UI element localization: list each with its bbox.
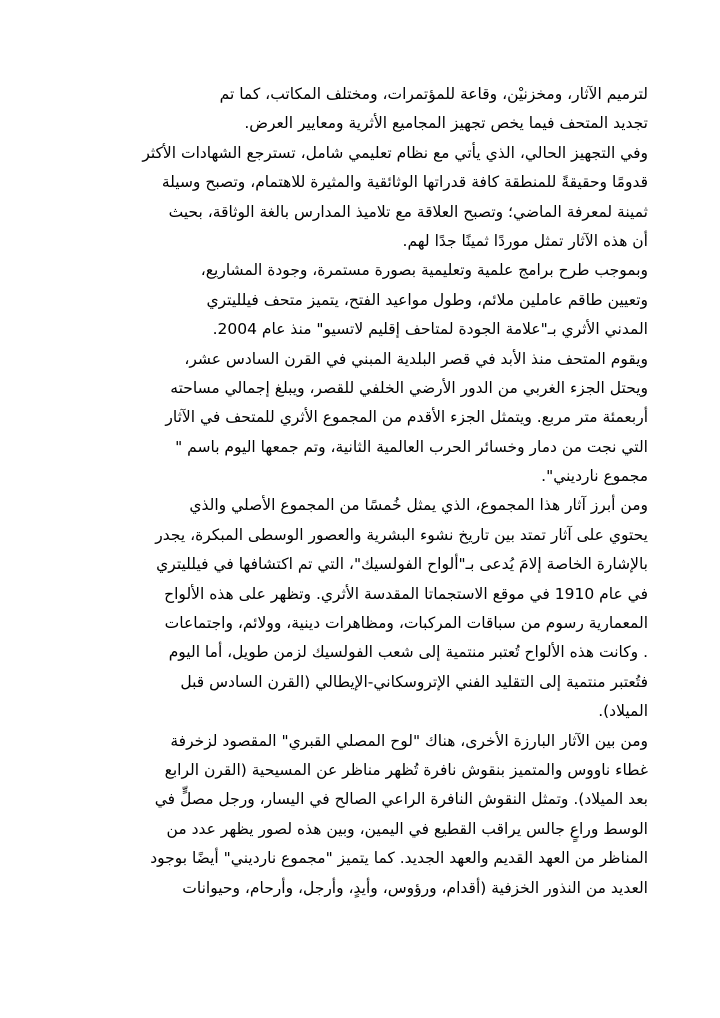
text-line: فتُعتبر منتمية إلى التقليد الفني الإتروسكاني-الإيطالي (القرن السادس قبل	[180, 672, 648, 691]
text-line: ويحتل الجزء الغربي من الدور الأرضي الخلفي للقصر، ويبلغ إجمالي مساحته	[170, 378, 648, 397]
text-line: بالإشارة الخاصة إلامَ يُدعى بـ"ألواح الفولسيك"، التي تم اكتشافها في فيلليتري	[156, 555, 648, 574]
text-line: مجموع نارديني".	[541, 467, 648, 486]
text-line: قدومًا وحقيقةً للمنطقة كافة قدراتها الوثائقية والمثيرة للاهتمام، وتصبح وسيلة	[161, 173, 648, 192]
text-line: أربعمئة متر مربع. ويتمثل الجزء الأقدم من المجموع الأثري للمتحف في الآثار	[165, 408, 648, 427]
text-line: وتعيين طاقم عاملين ملائم، وطول مواعيد الفتح، يتميز متحف فيلليتري	[206, 290, 648, 309]
text-line: غطاء ناووس والمتميز بنقوش نافرة تُظهر مناظر عن المسيحية (القرن الرابع	[164, 760, 648, 779]
text-line: ثمينة لمعرفة الماضي؛ وتصبح العلاقة مع تلاميذ المدارس بالغة الوثاقة، بحيث	[168, 202, 648, 221]
text-line: ومن بين الآثار البارزة الأخرى، هناك "لوح المصلي القبري" المقصود لزخرفة	[170, 731, 648, 750]
text-line: وفي التجهيز الحالي، الذي يأتي مع نظام تعليمي شامل، تسترجع الشهادات الأكثر	[142, 143, 648, 162]
text-line: المدني الأثري بـ"علامة الجودة لمتاحف إقليم لاتسيو" منذ عام 2004.	[212, 320, 648, 339]
text-line: وبموجب طرح برامج علمية وتعليمية بصورة مستمرة، وجودة المشاريع،	[200, 261, 648, 280]
text-line: المناظر من العهد القديم والعهد الجديد. كما يتميز "مجموع نارديني" أيضًا بوجود	[150, 849, 648, 868]
text-line: لترميم الآثار، ومخزنيْن، وقاعة للمؤتمرات، ومختلف المكاتب، كما تم	[219, 85, 648, 103]
body-text	[66, 80, 648, 903]
text-line: . وكانت هذه الألواح تُعتبر منتمية إلى شعب الفولسيك لزمن طويل، أما اليوم	[168, 643, 648, 662]
text-line: بعد الميلاد). وتمثل النقوش النافرة الراعي الصالح في اليسار، ورجل مصلٍّ في	[154, 790, 648, 809]
text-line: الوسط وراعٍ جالس يراقب القطيع في اليمين، وبين هذه لصور يظهر عدد من	[166, 819, 648, 838]
text-line: في عام 1910 في موقع الاستجماتا المقدسة الأثري. وتظهر على هذه الألواح	[164, 584, 648, 603]
text-line: يحتوي على آثار تمتد بين تاريخ نشوء البشرية والعصور الوسطى المبكرة، يجدر	[155, 525, 648, 544]
text-line: التي نجت من دمار وخسائر الحرب العالمية الثانية، وتم جمعها اليوم باسم "	[175, 437, 648, 456]
text-line: تجديد المتحف فيما يخص تجهيز المجاميع الأثرية ومعايير العرض.	[244, 114, 648, 133]
text-line: المعمارية رسوم من سباقات المركبات، ومظاهرات دينية، وولائم، واجتماعات	[164, 614, 648, 633]
text-line: العديد من النذور الخزفية (أقدام، ورؤوس، وأيدٍ، وأرجل، وأرحام، وحيوانات	[182, 878, 648, 897]
text-line: ويقوم المتحف منذ الأبد في قصر البلدية المبني في القرن السادس عشر،	[184, 349, 648, 368]
text-line: أن هذه الآثار تمثل موردًا ثمينًا جدًا لهم.	[402, 231, 648, 250]
text-line: الميلاد).	[598, 702, 648, 721]
text-line: ومن أبرز آثار هذا المجموع، الذي يمثل خُمسًا من المجموع الأصلي والذي	[189, 496, 648, 515]
